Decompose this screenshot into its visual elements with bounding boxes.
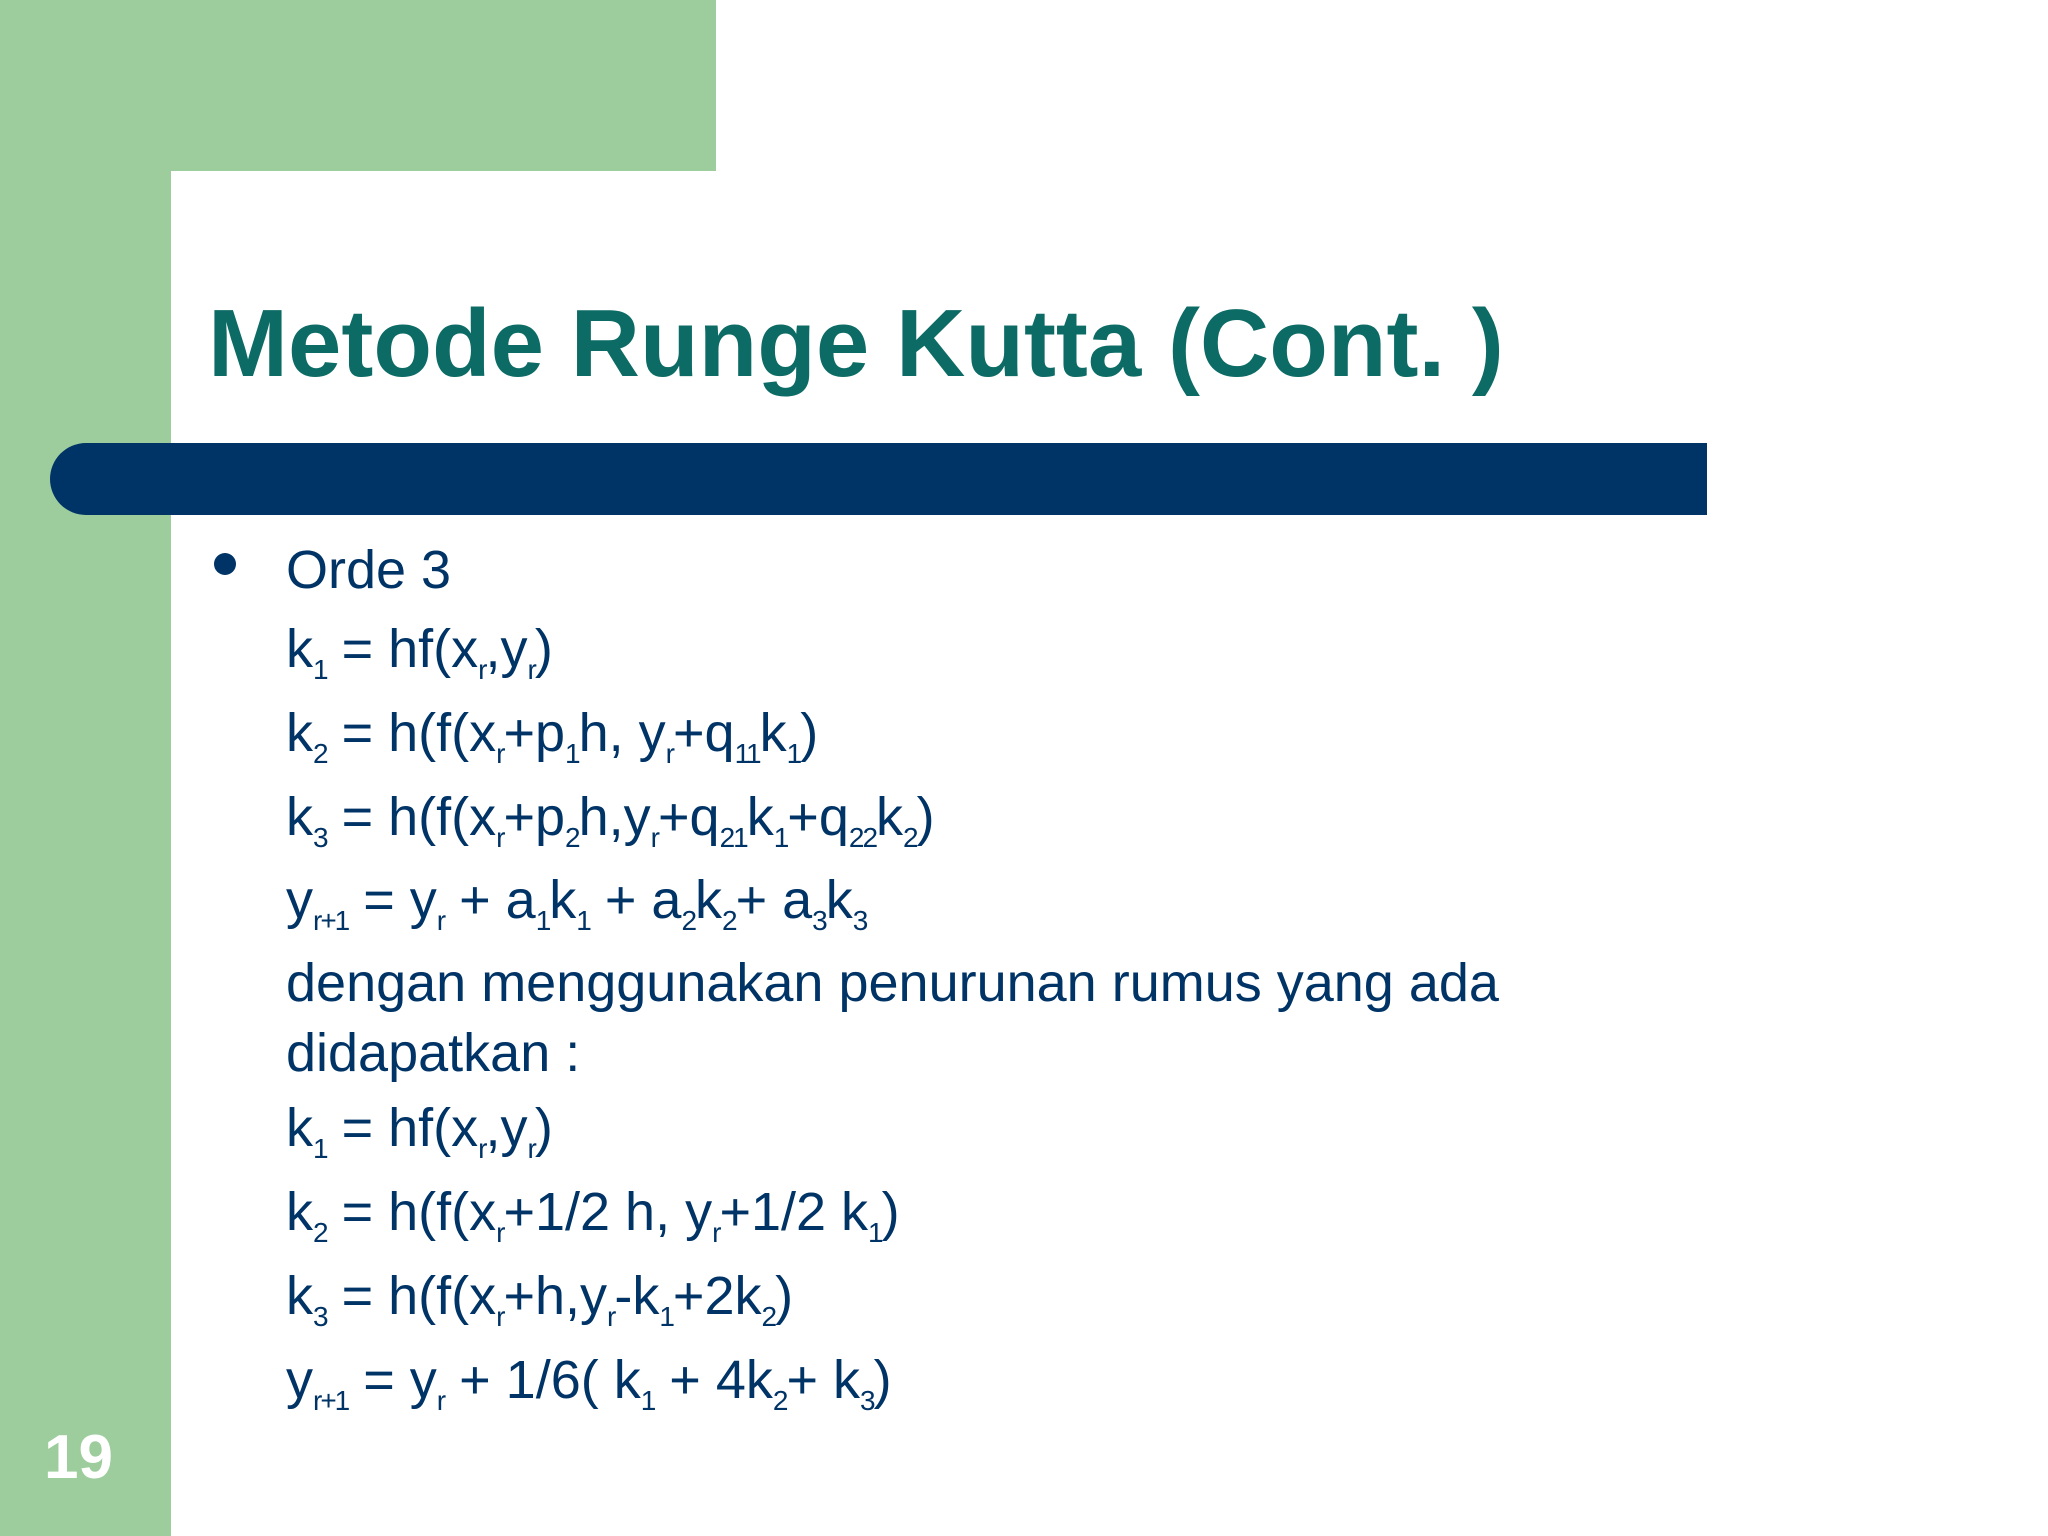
result-y-next: $y_{r+1} = y_r + 1/6$( $k_1 + 4k_2+ k_3$) — [286, 1350, 892, 1416]
text-didapatkan: didapatkan : — [286, 1023, 581, 1083]
title-underline-bar — [50, 443, 1707, 515]
formula-y-next: $y_{r+1} = y_r + a_1k_1 + a_2k_2+ a_3k_3$ — [286, 870, 867, 936]
result-k1: $k_1 = hf(x_r,y_r)$ — [286, 1098, 553, 1164]
result-k3: $k_3 = h(f(x_r+h,y_r-k_1+2k_2)$ — [286, 1266, 794, 1332]
result-k2: $k_2 = h(f(x_r+1/2$ h, $y_r+1/2$ $k_1$) — [286, 1182, 900, 1248]
formula-k1: $k_1 = hf(x_r,y_r)$ — [286, 619, 553, 685]
text-dengan: dengan menggunakan penurunan rumus yang ada — [286, 953, 1499, 1013]
slide-title: Metode Runge Kutta (Cont. ) — [208, 290, 1504, 397]
formula-k3: $k_3 = h(f(x_r+p_2h,y_r+q_{21}k_1+q_{22}k_2)$ — [286, 787, 935, 853]
page-number: 19 — [44, 1423, 113, 1492]
formula-k2: $k_2 = h(f(x_r+p_1h$, $y_r+q_{11}k_1$) — [286, 703, 819, 769]
green-vertical-band — [0, 0, 171, 1536]
bullet-heading: Orde 3 — [286, 540, 452, 600]
green-top-band — [0, 0, 716, 171]
bullet-dot-icon — [214, 553, 236, 575]
